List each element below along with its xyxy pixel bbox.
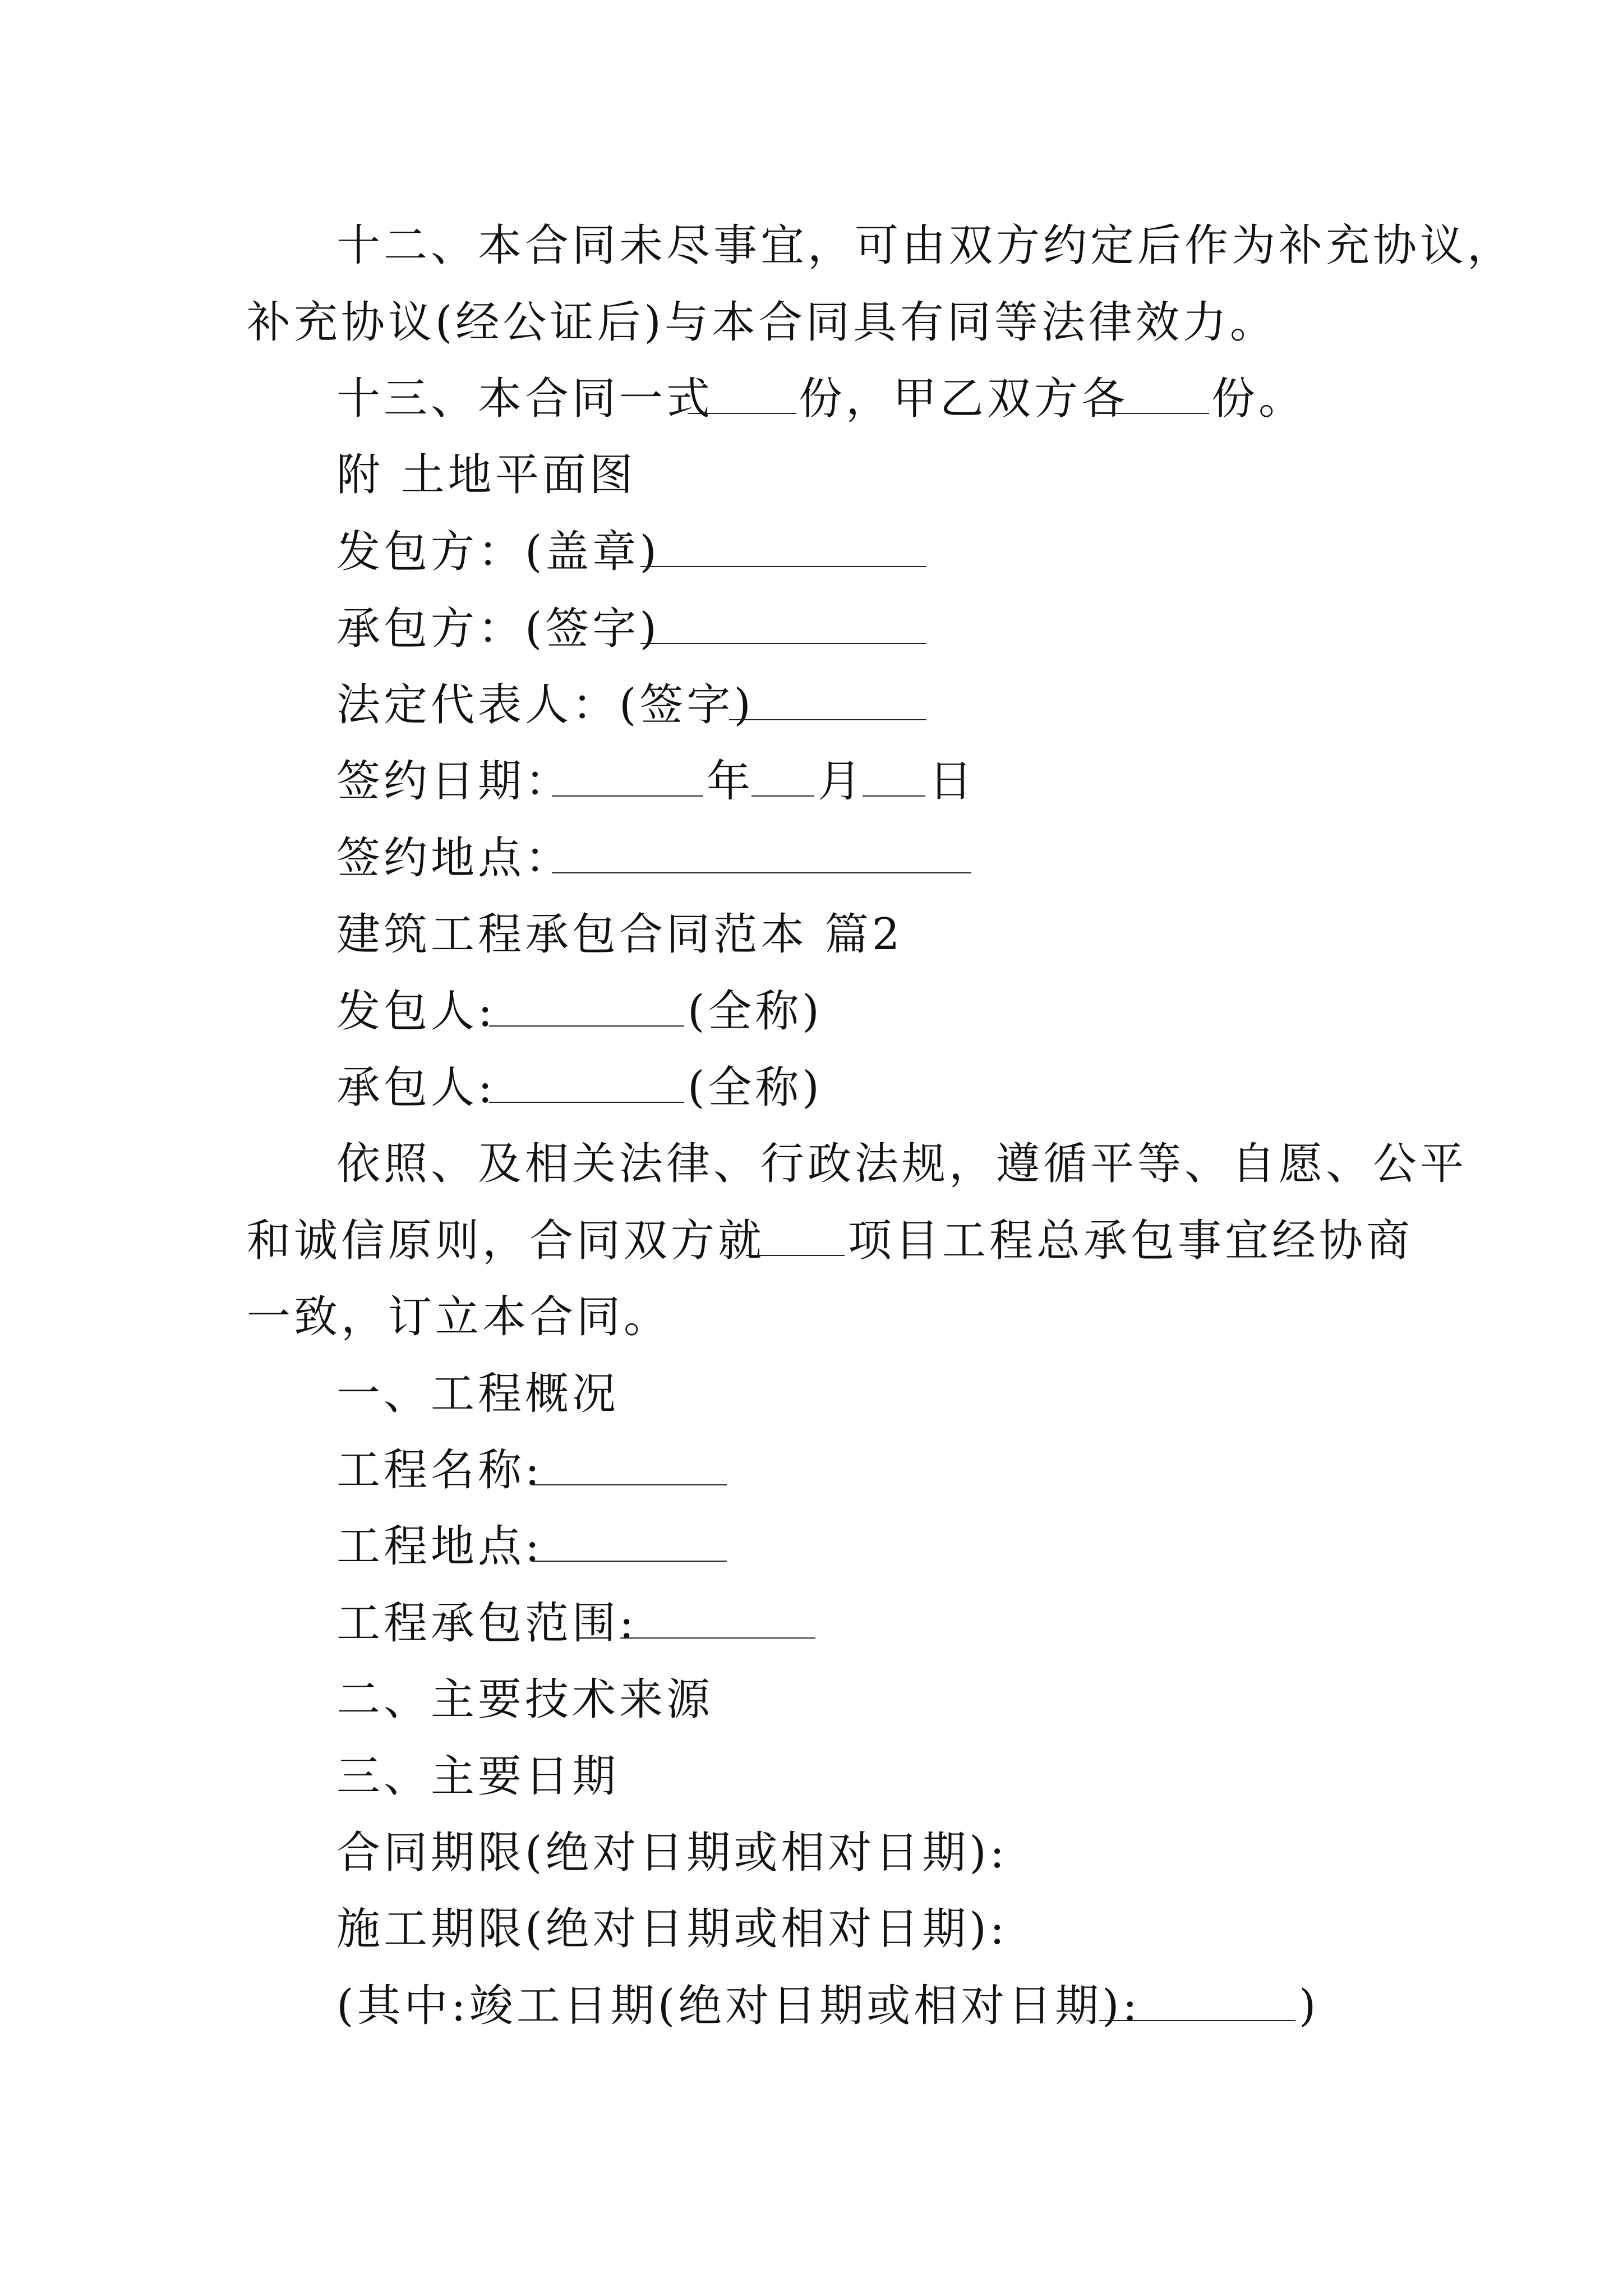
- sign-place-line: [0, 825, 1623, 892]
- heading-2-line: [0, 1666, 1623, 1733]
- attachment-text: 附 土地平面图: [336, 450, 637, 500]
- legal-rep-label: 法定代表人：(签字): [336, 680, 754, 730]
- heading-3-line: [0, 1743, 1623, 1810]
- paragraph-clause-13: [0, 365, 1623, 432]
- preamble-text-2b: 项目工程总承包事宜经协商: [848, 1216, 1414, 1266]
- project-name-label: 工程名称:: [336, 1445, 543, 1496]
- completion-date-line: [0, 1972, 1623, 2040]
- preamble-text-2a: 和诚信原则，合同双方就: [247, 1216, 766, 1266]
- paragraph-clause-12-cont: [0, 289, 1623, 356]
- project-name-line: [0, 1437, 1623, 1504]
- sign-date-label: 签约日期：: [336, 756, 573, 807]
- heading-main-dates: 三、主要日期: [336, 1751, 620, 1802]
- month-label: 月: [818, 756, 865, 807]
- section-heading: 建筑工程承包合同范本 篇2: [336, 909, 903, 960]
- legal-rep-line: [0, 671, 1623, 739]
- year-label: 年: [707, 756, 754, 807]
- preamble-line-1: [0, 1130, 1623, 1198]
- contract-term-label: 合同期限(绝对日期或相对日期):: [336, 1828, 1008, 1878]
- employer-label: 发包人:: [336, 986, 496, 1037]
- contractor-label: 承包人:: [336, 1062, 496, 1113]
- issuer-seal-blank: [640, 566, 926, 567]
- clause-12-text: 十二、本合同未尽事宜，可由双方约定后作为补充协议，: [336, 220, 1515, 271]
- heading-project-overview: 一、工程概况: [336, 1369, 620, 1419]
- employer-blank: [489, 1025, 684, 1027]
- clause-13-text-mid: 份，甲乙双方各: [799, 374, 1129, 424]
- preamble-text-1: 依照、及相关法律、行政法规，遵循平等、自愿、公平: [336, 1139, 1468, 1189]
- project-scope-label: 工程承包范围:: [336, 1598, 638, 1649]
- paragraph-clause-12: [0, 212, 1623, 279]
- copies-total-blank: [688, 413, 796, 414]
- heading-1-line: [0, 1360, 1623, 1428]
- issuer-seal-label: 发包方：(盖章): [336, 527, 660, 577]
- day-label: 日: [929, 756, 976, 807]
- contractor-sign-label: 承包方：(签字): [336, 604, 660, 654]
- section-heading-line: [0, 901, 1623, 968]
- issuer-seal-line: [0, 518, 1623, 586]
- contractor-sign-line: [0, 595, 1623, 662]
- preamble-line-2: [0, 1207, 1623, 1274]
- clause-13-text-end: 份。: [1211, 374, 1306, 424]
- sign-year-blank: [552, 795, 703, 797]
- construction-term-line: [0, 1895, 1623, 1963]
- heading-tech-source: 二、主要技术来源: [336, 1674, 714, 1725]
- sign-place-blank: [552, 872, 971, 873]
- employer-fullname-note: (全称): [688, 986, 823, 1037]
- clause-12-text-cont: 补充协议(经公证后)与本合同具有同等法律效力。: [247, 297, 1277, 348]
- contractor-blank: [489, 1102, 684, 1103]
- construction-term-label: 施工期限(绝对日期或相对日期):: [336, 1904, 1008, 1954]
- attachment-line: [0, 441, 1623, 509]
- contract-term-line: [0, 1819, 1623, 1887]
- clause-13-text: 十三、本合同一式: [336, 374, 714, 424]
- legal-rep-blank: [729, 719, 926, 720]
- project-location-label: 工程地点:: [336, 1521, 543, 1572]
- sign-date-line: [0, 748, 1623, 815]
- completion-date-close: ): [1299, 1981, 1320, 2031]
- completion-date-label: (其中:竣工日期(绝对日期或相对日期):: [336, 1981, 1141, 2031]
- preamble-line-3: [0, 1283, 1623, 1351]
- sign-day-blank: [863, 795, 925, 797]
- project-name-field-blank: [532, 1484, 727, 1485]
- project-scope-blank: [620, 1637, 815, 1639]
- contractor-fullname-note: (全称): [688, 1062, 823, 1113]
- employer-line: [0, 978, 1623, 1045]
- project-location-line: [0, 1513, 1623, 1580]
- completion-date-blank: [1099, 2020, 1295, 2021]
- contractor-line: [0, 1054, 1623, 1121]
- sign-place-label: 签约地点：: [336, 833, 573, 884]
- copies-each-blank: [1097, 413, 1209, 414]
- preamble-text-3: 一致，订立本合同。: [247, 1292, 671, 1342]
- sign-month-blank: [751, 795, 814, 797]
- project-scope-line: [0, 1590, 1623, 1657]
- project-location-blank: [532, 1561, 727, 1562]
- contractor-sign-blank: [640, 643, 926, 644]
- project-name-blank: [746, 1255, 845, 1256]
